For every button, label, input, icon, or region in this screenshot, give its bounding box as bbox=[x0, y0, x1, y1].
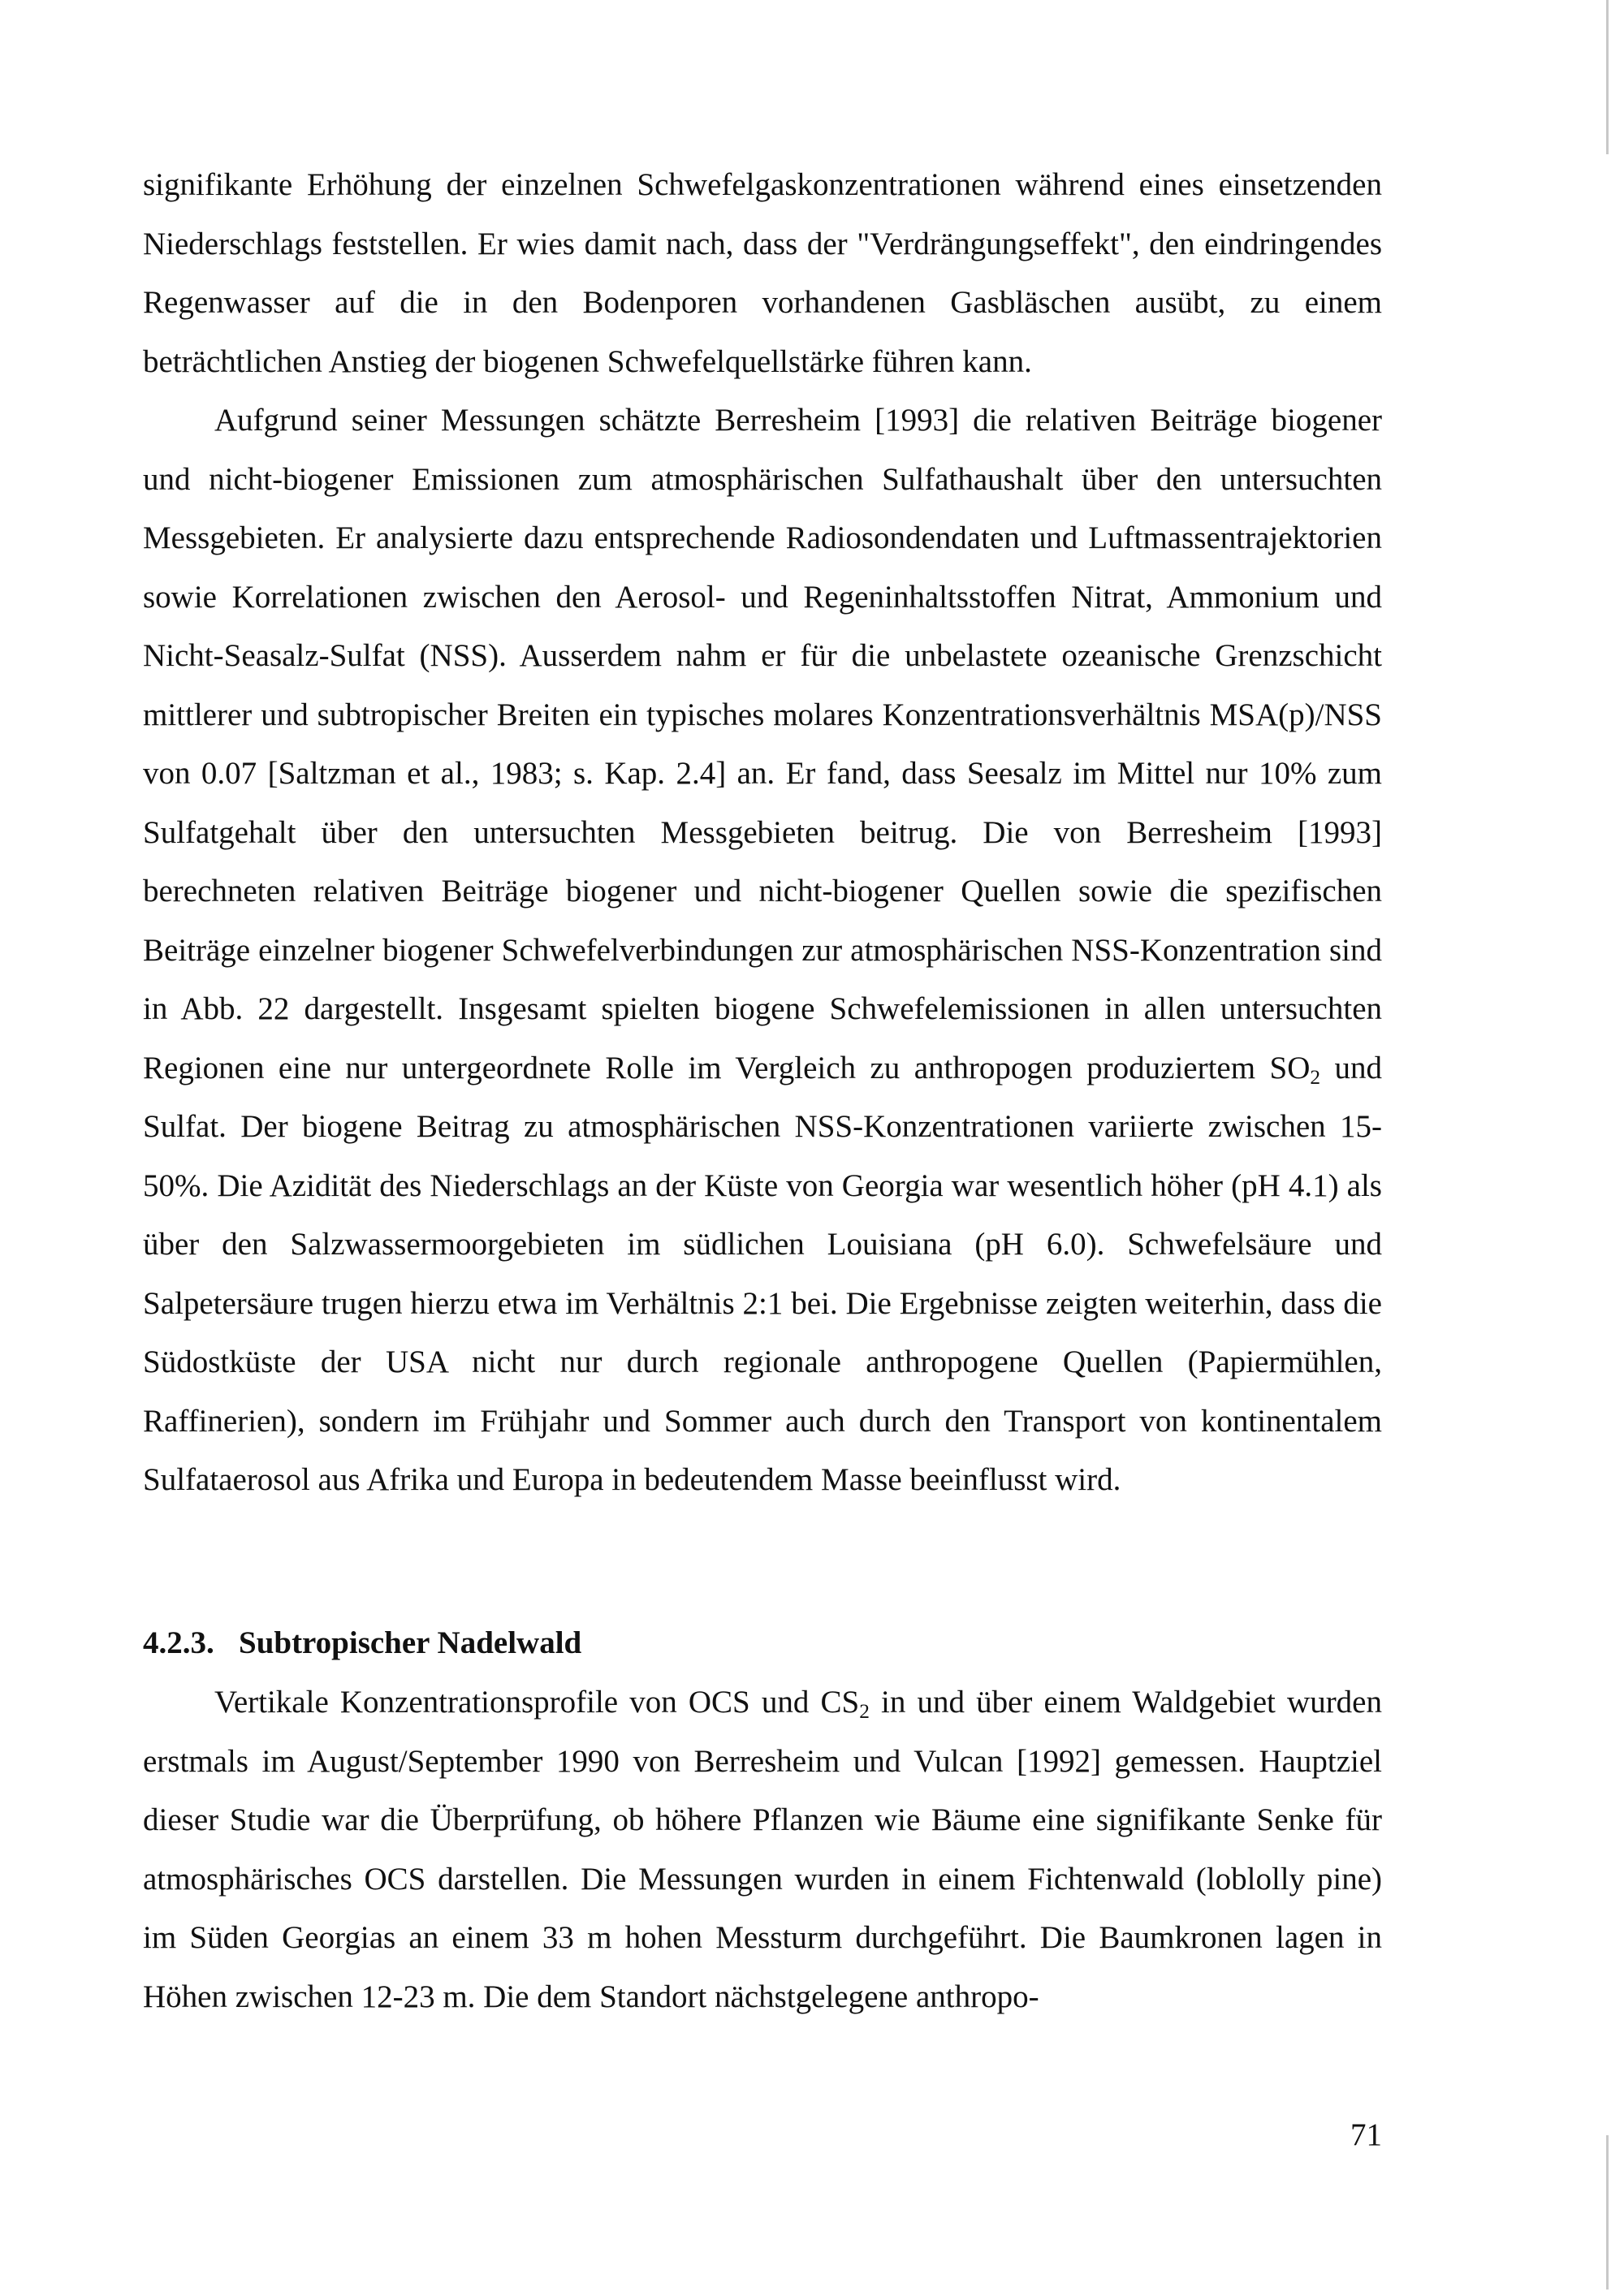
body-text-top bbox=[143, 156, 1382, 1510]
text-run: signifikante Erhöhung der einzelnen Schwefelgaskonzentrationen während eines einsetzenden Niederschlags feststellen. Er wies damit nach, dass der "Verdrängungseffekt", den eindringendes Regenwasser auf die in den Bodenporen vorhandenen Gasbläschen ausübt, zu einem beträchtlichen Anstieg der biogenen Schwefelquellstärke führen kann. bbox=[143, 167, 1382, 379]
text-run: Aufgrund seiner Messungen schätzte Berresheim [1993] die relativen Beiträge biogener und nicht-biogener Emissionen zum atmosphärischen Sulfathaushalt über den untersuchten Messgebieten. Er analysierte dazu entsprechende Radiosondendaten und Luftmassentrajektorien sowie Korrelationen zwischen den Aerosol- und Regeninhaltsstoffen Nitrat, Ammonium und Nicht-Seasalz-Sulfat (NSS). Ausserdem nahm er für die unbelastete ozeanische Grenzschicht mittlerer und subtropischer Breiten ein typisches molares Konzentrationsverhältnis MSA(p)/NSS von 0.07 [Saltzman et al., 1983; s. Kap. 2.4] an. Er fand, dass Seesalz im Mittel nur 10% zum Sulfatgehalt über den untersuchten Messgebieten beitrug. Die von Berresheim [1993] berechneten relativen Beiträge biogener und nicht-biogener Quellen sowie die spezifischen Beiträge einzelner biogener Schwefelverbindungen zur atmosphärischen NSS-Konzentration sind in Abb. 22 dargestellt. Insgesamt spielten biogene Schwefelemissionen in allen untersuchten Regionen eine nur untergeordnete Rolle im Vergleich zu anthropogen produziertem SO bbox=[143, 403, 1382, 1085]
page-number: 71 bbox=[1350, 2117, 1382, 2152]
text-run: Vertikale Konzentrationsprofile von OCS und CS bbox=[214, 1685, 860, 1720]
subscript: 2 bbox=[1310, 1065, 1321, 1089]
paragraph bbox=[143, 391, 1382, 1510]
section-title: Subtropischer Nadelwald bbox=[239, 1625, 582, 1660]
text-run: in und über einem Waldgebiet wurden erstmals im August/September 1990 von Berresheim und Vulcan [1992] gemessen. Hauptziel dieser Studie war die Überprüfung, ob höhere Pflanzen wie Bäume eine signifikante Senke für atmosphärisches OCS darstellen. Die Messungen wurden in einem Fichtenwald (loblolly pine) im Süden Georgias an einem 33 m hohen Messturm durchgeführt. Die Baumkronen lagen in Höhen zwischen 12-23 m. Die dem Standort nächstgelegene anthropo- bbox=[143, 1685, 1382, 2014]
scan-edge-line bbox=[1606, 0, 1609, 154]
paragraph bbox=[143, 1673, 1382, 2026]
scan-edge-line bbox=[1606, 2135, 1609, 2290]
subscript: 2 bbox=[859, 1700, 870, 1724]
section-number: 4.2.3. bbox=[143, 1625, 214, 1660]
body-text-bottom bbox=[143, 1673, 1382, 2026]
text-run: und Sulfat. Der biogene Beitrag zu atmosphärischen NSS-Konzentrationen variierte zwischen 15-50%. Die Azidität des Niederschlags an der Küste von Georgia war wesentlich höher (pH 4.1) als über den Salzwassermoorgebieten im südlichen Louisiana (pH 6.0). Schwefelsäure und Salpetersäure trugen hierzu etwa im Verhältnis 2:1 bei. Die Ergebnisse zeigten weiterhin, dass die Südostküste der USA nicht nur durch regionale anthropogene Quellen (Papiermühlen, Raffinerien), sondern im Frühjahr und Sommer auch durch den Transport von kontinentalem Sulfataerosol aus Afrika und Europa in bedeutendem Masse beeinflusst wird. bbox=[143, 1050, 1383, 1497]
paragraph bbox=[143, 156, 1382, 391]
section-heading bbox=[143, 1614, 581, 1673]
